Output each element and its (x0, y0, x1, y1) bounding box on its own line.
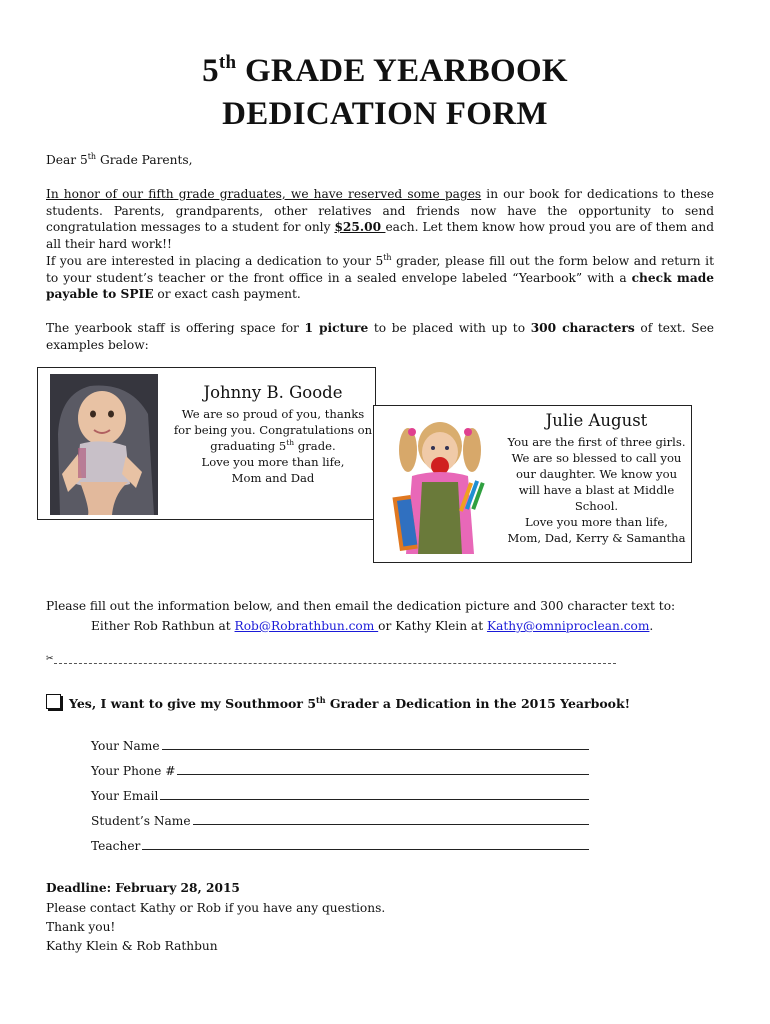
student-name-field[interactable]: Student’s Name (91, 810, 589, 828)
teacher-field[interactable]: Teacher (91, 835, 589, 853)
title-line1: GRADE YEARBOOK (244, 53, 568, 89)
example-message: You are the first of three girls. We are so blessed to call you our daughter. We know you will have a blast at Middle School. Love you more than life, Mom, Dad, Kerry & Samantha (507, 435, 686, 545)
email-instructions: Please fill out the information below, and then email the dedication picture and 300 character text to: (46, 599, 676, 613)
student-input-line[interactable] (193, 824, 589, 825)
example-name: Julie August (545, 411, 648, 430)
price: $25.00 (334, 220, 386, 235)
dedication-checkbox-row[interactable]: Yes, I want to give my Southmoor 5th Grader a Dedication in the 2015 Yearbook! (46, 694, 726, 711)
page-title (0, 50, 770, 92)
payment-note: check made payable to SPIE (46, 270, 714, 302)
example-card-julie (373, 405, 692, 563)
phone-field[interactable]: Your Phone # (91, 760, 589, 778)
title-superscript: th (218, 52, 237, 73)
space-paragraph: The yearbook staff is offering space for 1 picture to be placed with up to 300 characters of text. See examples below: (46, 321, 714, 352)
title-number: 5 (202, 53, 219, 89)
dashed-divider (54, 663, 616, 664)
cut-line (46, 656, 616, 670)
email-input-line[interactable] (160, 799, 589, 800)
checkbox-icon[interactable] (46, 694, 61, 709)
name-field[interactable]: Your Name (91, 735, 589, 753)
example-message: We are so proud of you, thanks for being you. Congratulations on graduating 5th grade. Love you more than life, Mom and Dad (173, 407, 373, 485)
teacher-input-line[interactable] (142, 849, 589, 850)
girl-photo (386, 412, 494, 554)
example-name: Johnny B. Goode (203, 383, 343, 402)
page-subtitle: DEDICATION FORM (222, 96, 548, 132)
email-link-rob[interactable]: Rob@Robrathbun.com (234, 619, 379, 633)
thanks: Thank you! (46, 920, 116, 934)
deadline: Deadline: February 28, 2015 (46, 881, 240, 895)
scissors-icon: ✂ (46, 654, 54, 664)
instructions-paragraph: If you are interested in placing a dedication to your 5th grader, please fill out the form below and return it to your student’s teacher or the front office in a sealed envelope labeled “Yearbook” with a check made payable to SPIE or exact cash payment. (46, 253, 714, 302)
email-field[interactable]: Your Email (91, 785, 589, 803)
email-link-kathy[interactable]: Kathy@omniproclean.com (486, 619, 650, 633)
contact-emails: Either Rob Rathbun at Rob@Robrathbun.com or Kathy Klein at Kathy@omniproclean.com. (91, 619, 654, 633)
contact-note: Please contact Kathy or Rob if you have any questions. (46, 901, 386, 915)
phone-input-line[interactable] (177, 774, 589, 775)
intro-paragraph: In honor of our fifth grade graduates, we have reserved some pages in our book for dedications to these students. Parents, grandparents, other relatives and friends now have the opportunity to send congratulation messages to a student for only $25.00 each. Let them know how proud you are of them and all their hard work!! (46, 187, 715, 251)
signature: Kathy Klein & Rob Rathbun (46, 939, 218, 953)
baby-photo (50, 374, 158, 515)
name-input-line[interactable] (162, 749, 589, 750)
example-card-johnny (37, 367, 376, 520)
greeting: Dear 5th Grade Parents, (46, 152, 193, 167)
